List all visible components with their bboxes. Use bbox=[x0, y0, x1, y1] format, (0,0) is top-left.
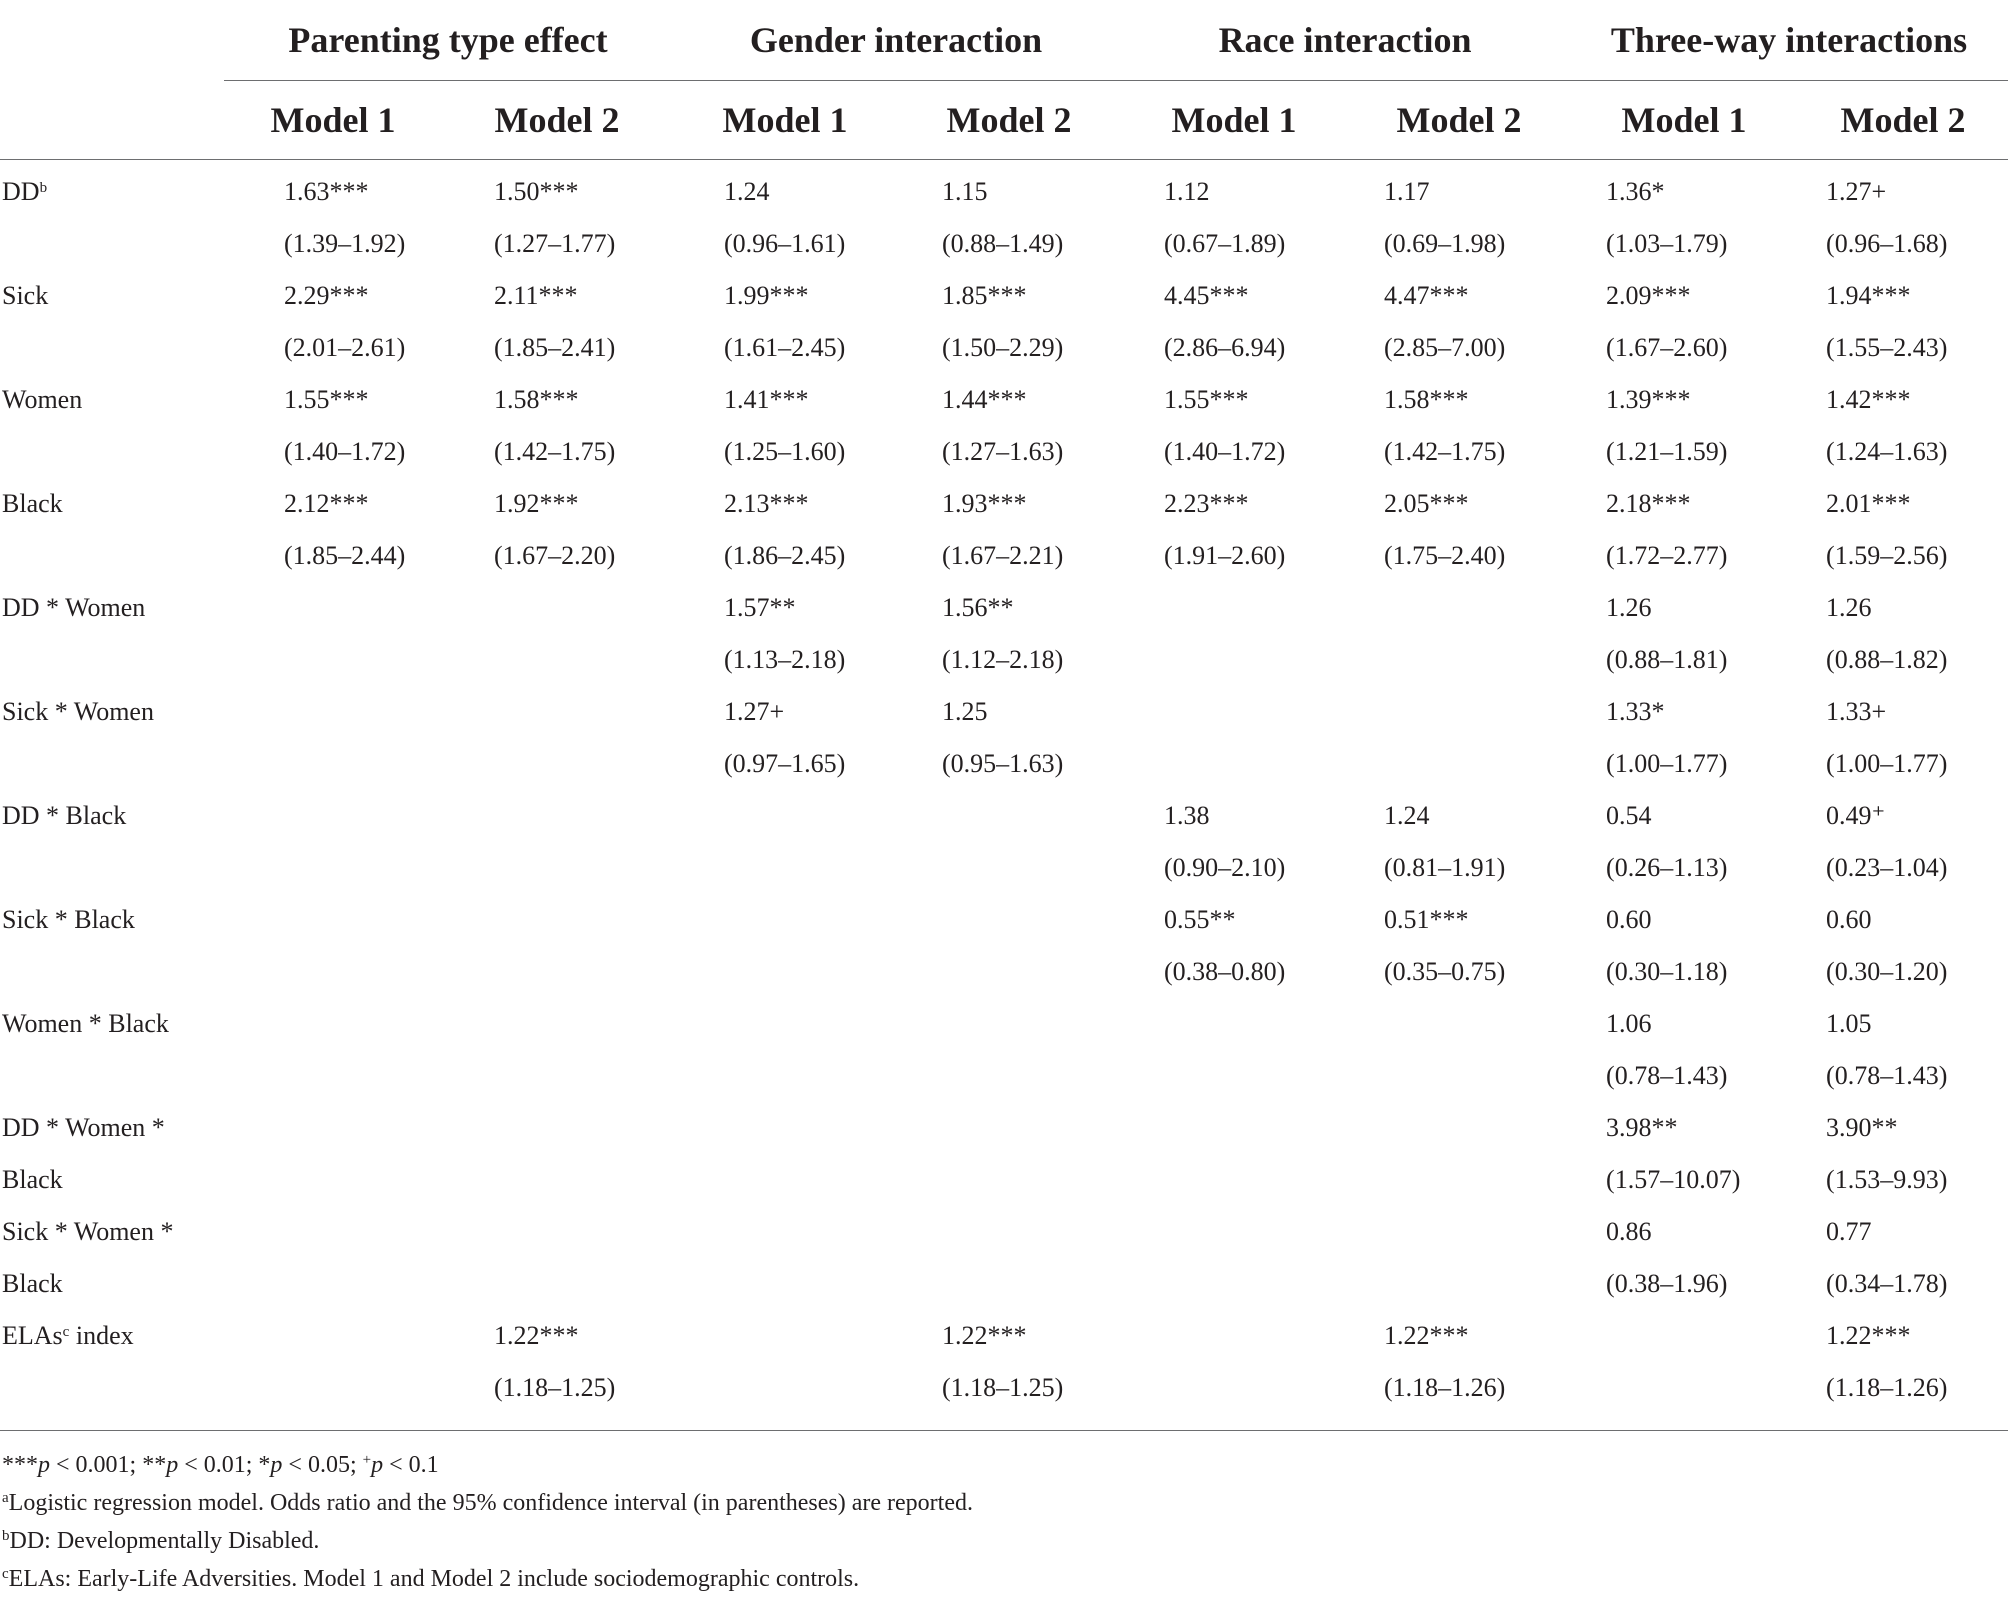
table-cell: (1.55–2.43) bbox=[1826, 333, 1948, 362]
table-cell: (1.13–2.18) bbox=[724, 645, 846, 674]
table-cell: (1.50–2.29) bbox=[942, 333, 1064, 362]
table-cell bbox=[224, 1310, 442, 1362]
table-cell bbox=[1348, 1258, 1570, 1310]
footnote-a: $^a$Logistic regression model. Odds ratio and the 95% confidence interval (in parentheses) are reported. bbox=[2, 1490, 973, 1516]
table-row bbox=[0, 374, 2008, 426]
table-cell: 1.94*** bbox=[1826, 281, 1911, 310]
table-cell bbox=[224, 634, 442, 686]
table-cell: 1.22*** bbox=[494, 1321, 579, 1350]
row-label: DD * Women * bbox=[2, 1113, 165, 1142]
table-cell: 1.85*** bbox=[942, 281, 1027, 310]
table-cell bbox=[1120, 1362, 1348, 1420]
footnote-significance: ***p < 0.001; **p < 0.01; *p < 0.05; +p < 0.1 bbox=[2, 1452, 439, 1478]
table-cell bbox=[442, 582, 672, 634]
model-header-blank bbox=[0, 81, 224, 160]
table-cell: 1.15 bbox=[942, 177, 988, 206]
table-cell: (0.81–1.91) bbox=[1384, 853, 1506, 882]
table-cell: 1.27+ bbox=[724, 697, 785, 726]
table-cell bbox=[1120, 686, 1348, 738]
table-cell bbox=[672, 894, 898, 946]
table-cell: (0.38–0.80) bbox=[1164, 957, 1286, 986]
table-cell: 2.23*** bbox=[1164, 489, 1249, 518]
table-cell: 1.63*** bbox=[284, 177, 369, 206]
table-cell bbox=[442, 1258, 672, 1310]
table-cell: (0.30–1.18) bbox=[1606, 957, 1728, 986]
table-cell: (1.75–2.40) bbox=[1384, 541, 1506, 570]
table-cell: 1.58*** bbox=[1384, 385, 1469, 414]
table-cell: (0.34–1.78) bbox=[1826, 1269, 1948, 1298]
table-cell bbox=[224, 1102, 442, 1154]
footnote-c: $^c$ELAs: Early-Life Adversities. Model 1 and Model 2 include sociodemographic controls. bbox=[2, 1566, 860, 1592]
table-cell: (0.69–1.98) bbox=[1384, 229, 1506, 258]
table-cell bbox=[224, 790, 442, 842]
model-header: Model 2 bbox=[1798, 81, 2008, 160]
table-cell bbox=[898, 1258, 1120, 1310]
table-cell: (0.88–1.82) bbox=[1826, 645, 1948, 674]
table-cell bbox=[672, 842, 898, 894]
table-row bbox=[0, 160, 2008, 219]
table-cell: 1.36* bbox=[1606, 177, 1665, 206]
table-cell: (0.96–1.61) bbox=[724, 229, 846, 258]
table-row bbox=[0, 1362, 2008, 1420]
model-header: Model 1 bbox=[672, 81, 898, 160]
table-cell: 2.09*** bbox=[1606, 281, 1691, 310]
model-header-row bbox=[0, 81, 2008, 160]
row-label: Sick * Women * bbox=[2, 1217, 174, 1246]
table-cell: (2.85–7.00) bbox=[1384, 333, 1506, 362]
table-cell bbox=[224, 738, 442, 790]
table-cell: (1.40–1.72) bbox=[284, 437, 406, 466]
row-label bbox=[0, 1362, 224, 1420]
table-body bbox=[0, 160, 2008, 1421]
table-cell bbox=[224, 1258, 442, 1310]
table-cell: (1.40–1.72) bbox=[1164, 437, 1286, 466]
table-cell bbox=[1348, 738, 1570, 790]
table-cell bbox=[442, 738, 672, 790]
group-header-gender: Gender interaction bbox=[749, 20, 1043, 60]
table-cell bbox=[1348, 998, 1570, 1050]
table-row bbox=[0, 1050, 2008, 1102]
table-cell: 1.33+ bbox=[1826, 697, 1887, 726]
table-cell: (2.01–2.61) bbox=[284, 333, 406, 362]
table-cell bbox=[1348, 1050, 1570, 1102]
table-row bbox=[0, 530, 2008, 582]
table-cell: 1.05 bbox=[1826, 1009, 1872, 1038]
table-cell bbox=[1570, 1362, 1798, 1420]
table-cell bbox=[672, 1206, 898, 1258]
row-label: Sick * Black bbox=[2, 905, 135, 934]
row-label: Black bbox=[2, 1165, 63, 1194]
table-cell: (0.96–1.68) bbox=[1826, 229, 1948, 258]
table-cell: (1.53–9.93) bbox=[1826, 1165, 1948, 1194]
table-cell bbox=[224, 1362, 442, 1420]
row-label: Sick bbox=[2, 281, 49, 310]
table-cell bbox=[442, 686, 672, 738]
table-cell: 0.60 bbox=[1826, 905, 1872, 934]
table-cell: 1.58*** bbox=[494, 385, 579, 414]
table-cell bbox=[1120, 1310, 1348, 1362]
table-cell bbox=[224, 998, 442, 1050]
footnote-b: $^b$DD: Developmentally Disabled. bbox=[2, 1528, 320, 1554]
table-cell bbox=[1120, 1206, 1348, 1258]
table-cell bbox=[1348, 1206, 1570, 1258]
table-cell: 1.22*** bbox=[1384, 1321, 1469, 1350]
table-cell bbox=[672, 1258, 898, 1310]
table-cell bbox=[1120, 738, 1348, 790]
table-cell: 0.49⁺ bbox=[1826, 801, 1886, 830]
row-label: DD * Women bbox=[2, 593, 146, 622]
table-cell: (1.42–1.75) bbox=[1384, 437, 1506, 466]
table-cell bbox=[1570, 1310, 1798, 1362]
table-cell: (0.95–1.63) bbox=[942, 749, 1064, 778]
table-cell: (0.26–1.13) bbox=[1606, 853, 1728, 882]
model-header: Model 1 bbox=[224, 81, 442, 160]
table-cell: 1.12 bbox=[1164, 177, 1210, 206]
table-cell bbox=[442, 1154, 672, 1206]
table-cell: 1.92*** bbox=[494, 489, 579, 518]
table-cell: (1.67–2.21) bbox=[942, 541, 1064, 570]
table-cell: 1.24 bbox=[724, 177, 770, 206]
table-cell: (0.30–1.20) bbox=[1826, 957, 1948, 986]
table-cell bbox=[442, 946, 672, 998]
table-cell: (0.78–1.43) bbox=[1826, 1061, 1948, 1090]
row-label bbox=[0, 218, 224, 270]
table-row bbox=[0, 1102, 2008, 1154]
table-cell bbox=[1120, 998, 1348, 1050]
table-cell bbox=[224, 842, 442, 894]
table-cell bbox=[672, 1102, 898, 1154]
row-label bbox=[0, 738, 224, 790]
table-cell bbox=[442, 894, 672, 946]
model-header: Model 2 bbox=[898, 81, 1120, 160]
header-blank bbox=[0, 0, 224, 81]
table-cell bbox=[442, 1206, 672, 1258]
table-row bbox=[0, 218, 2008, 270]
table-row bbox=[0, 738, 2008, 790]
table-cell: (1.21–1.59) bbox=[1606, 437, 1728, 466]
table-cell bbox=[442, 634, 672, 686]
row-label bbox=[0, 426, 224, 478]
table-cell: (1.67–2.20) bbox=[494, 541, 616, 570]
table-row bbox=[0, 686, 2008, 738]
table-cell: (1.59–2.56) bbox=[1826, 541, 1948, 570]
table-cell bbox=[672, 790, 898, 842]
table-cell: (0.67–1.89) bbox=[1164, 229, 1286, 258]
table-cell: 0.54 bbox=[1606, 801, 1652, 830]
table-cell bbox=[898, 790, 1120, 842]
table-cell: 1.22*** bbox=[1826, 1321, 1911, 1350]
table-cell bbox=[1120, 1050, 1348, 1102]
table-cell bbox=[898, 1154, 1120, 1206]
table-cell: (0.97–1.65) bbox=[724, 749, 846, 778]
table-cell: 1.39*** bbox=[1606, 385, 1691, 414]
table-cell bbox=[224, 1050, 442, 1102]
table-cell: 4.47*** bbox=[1384, 281, 1469, 310]
table-cell: 1.55*** bbox=[284, 385, 369, 414]
table-cell: 1.27+ bbox=[1826, 177, 1887, 206]
table-cell: 3.90** bbox=[1826, 1113, 1898, 1142]
table-row bbox=[0, 1258, 2008, 1310]
group-header-parenting: Parenting type effect bbox=[288, 20, 608, 60]
table-cell bbox=[1120, 582, 1348, 634]
table-cell: (1.12–2.18) bbox=[942, 645, 1064, 674]
table-cell: 2.05*** bbox=[1384, 489, 1469, 518]
model-header: Model 2 bbox=[1348, 81, 1570, 160]
table-cell: (0.88–1.81) bbox=[1606, 645, 1728, 674]
row-label bbox=[0, 634, 224, 686]
table-cell bbox=[442, 1050, 672, 1102]
table-cell bbox=[224, 1206, 442, 1258]
table-cell bbox=[898, 894, 1120, 946]
table-cell: (1.61–2.45) bbox=[724, 333, 846, 362]
table-cell: 4.45*** bbox=[1164, 281, 1249, 310]
table-cell bbox=[224, 1154, 442, 1206]
table-row bbox=[0, 998, 2008, 1050]
row-label bbox=[0, 946, 224, 998]
table-cell: 1.26 bbox=[1826, 593, 1872, 622]
table-cell bbox=[224, 582, 442, 634]
table-cell: 1.55*** bbox=[1164, 385, 1249, 414]
table-cell: (1.00–1.77) bbox=[1606, 749, 1728, 778]
table-row bbox=[0, 582, 2008, 634]
table-cell: (1.18–1.25) bbox=[494, 1373, 616, 1402]
table-cell: 1.26 bbox=[1606, 593, 1652, 622]
table-cell bbox=[442, 998, 672, 1050]
table-cell: 0.51*** bbox=[1384, 905, 1469, 934]
table-cell bbox=[1348, 1102, 1570, 1154]
row-label: Women * Black bbox=[2, 1009, 169, 1038]
table-cell bbox=[1120, 1258, 1348, 1310]
row-label: Women bbox=[2, 385, 83, 414]
table-cell: (1.18–1.25) bbox=[942, 1373, 1064, 1402]
table-cell bbox=[1120, 1102, 1348, 1154]
table-cell: (1.72–2.77) bbox=[1606, 541, 1728, 570]
table-cell bbox=[898, 1206, 1120, 1258]
table-cell: (1.86–2.45) bbox=[724, 541, 846, 570]
group-header-row bbox=[0, 0, 2008, 81]
row-label: Sick * Women bbox=[2, 697, 154, 726]
table-cell bbox=[1120, 1154, 1348, 1206]
table-row bbox=[0, 1310, 2008, 1362]
table-cell: (1.24–1.63) bbox=[1826, 437, 1948, 466]
table-cell: (1.03–1.79) bbox=[1606, 229, 1728, 258]
table-cell bbox=[224, 946, 442, 998]
table-cell: 2.18*** bbox=[1606, 489, 1691, 518]
table-cell: 2.12*** bbox=[284, 489, 369, 518]
table-cell: 1.24 bbox=[1384, 801, 1430, 830]
table-cell: 1.06 bbox=[1606, 1009, 1652, 1038]
table-cell: 0.86 bbox=[1606, 1217, 1652, 1246]
table-cell bbox=[442, 1102, 672, 1154]
table-cell: (1.42–1.75) bbox=[494, 437, 616, 466]
table-cell: (0.35–0.75) bbox=[1384, 957, 1506, 986]
table-cell bbox=[672, 946, 898, 998]
row-label: DD * Black bbox=[2, 801, 127, 830]
table-footnotes bbox=[2, 1446, 973, 1598]
table-cell: (1.57–10.07) bbox=[1606, 1165, 1741, 1194]
table-cell: 1.38 bbox=[1164, 801, 1210, 830]
row-label: $DD^b$ bbox=[2, 177, 48, 206]
group-header-three-way: Three-way interactions bbox=[1610, 20, 1968, 60]
table-cell: 2.29*** bbox=[284, 281, 369, 310]
table-cell: (0.90–2.10) bbox=[1164, 853, 1286, 882]
table-row bbox=[0, 426, 2008, 478]
table-cell: (2.86–6.94) bbox=[1164, 333, 1286, 362]
table-row bbox=[0, 478, 2008, 530]
table-cell: (0.38–1.96) bbox=[1606, 1269, 1728, 1298]
table-cell: (1.27–1.77) bbox=[494, 229, 616, 258]
table-cell: 1.33* bbox=[1606, 697, 1665, 726]
table-row bbox=[0, 1206, 2008, 1258]
table-cell bbox=[1348, 582, 1570, 634]
row-label bbox=[0, 530, 224, 582]
table-cell bbox=[898, 946, 1120, 998]
table-cell: (1.25–1.60) bbox=[724, 437, 846, 466]
model-header: Model 2 bbox=[442, 81, 672, 160]
table-cell: (1.85–2.44) bbox=[284, 541, 406, 570]
table-cell: (1.27–1.63) bbox=[942, 437, 1064, 466]
table-row bbox=[0, 946, 2008, 998]
table-cell bbox=[1348, 1154, 1570, 1206]
table-cell: 3.98** bbox=[1606, 1113, 1678, 1142]
table-cell bbox=[442, 790, 672, 842]
row-label: ELAs$^c$ index bbox=[2, 1321, 134, 1350]
table-cell: (1.39–1.92) bbox=[284, 229, 406, 258]
group-header-race: Race interaction bbox=[1218, 20, 1472, 60]
table-cell: 1.25 bbox=[942, 697, 988, 726]
table-cell: (1.91–2.60) bbox=[1164, 541, 1286, 570]
table-cell: (1.18–1.26) bbox=[1826, 1373, 1948, 1402]
table-cell: (0.78–1.43) bbox=[1606, 1061, 1728, 1090]
table-cell: 0.55** bbox=[1164, 905, 1236, 934]
table-row bbox=[0, 842, 2008, 894]
table-cell: (1.00–1.77) bbox=[1826, 749, 1948, 778]
table-cell bbox=[672, 1050, 898, 1102]
table-cell: (1.85–2.41) bbox=[494, 333, 616, 362]
model-header: Model 1 bbox=[1570, 81, 1798, 160]
table-cell: 1.50*** bbox=[494, 177, 579, 206]
table-cell: (1.67–2.60) bbox=[1606, 333, 1728, 362]
table-cell: 2.11*** bbox=[494, 281, 578, 310]
table-cell bbox=[672, 1154, 898, 1206]
table-cell bbox=[224, 686, 442, 738]
table-cell: 1.57** bbox=[724, 593, 796, 622]
row-label: Black bbox=[2, 489, 63, 518]
table-cell bbox=[672, 1310, 898, 1362]
table-cell: (1.18–1.26) bbox=[1384, 1373, 1506, 1402]
table-cell: 1.56** bbox=[942, 593, 1014, 622]
table-cell: 0.60 bbox=[1606, 905, 1652, 934]
table-cell: (0.23–1.04) bbox=[1826, 853, 1948, 882]
table-cell bbox=[672, 1362, 898, 1420]
table-cell bbox=[1120, 634, 1348, 686]
model-header: Model 1 bbox=[1120, 81, 1348, 160]
table-cell: (0.88–1.49) bbox=[942, 229, 1064, 258]
row-label bbox=[0, 1050, 224, 1102]
table-cell bbox=[898, 998, 1120, 1050]
table-row bbox=[0, 322, 2008, 374]
table-row bbox=[0, 634, 2008, 686]
table-cell bbox=[898, 842, 1120, 894]
table-cell: 1.42*** bbox=[1826, 385, 1911, 414]
table-row bbox=[0, 1154, 2008, 1206]
table-cell bbox=[224, 894, 442, 946]
row-label: Black bbox=[2, 1269, 63, 1298]
row-label bbox=[0, 842, 224, 894]
table-cell: 0.77 bbox=[1826, 1217, 1872, 1246]
table-row bbox=[0, 894, 2008, 946]
table-cell bbox=[1348, 634, 1570, 686]
row-label bbox=[0, 322, 224, 374]
table-cell: 1.99*** bbox=[724, 281, 809, 310]
table-cell bbox=[898, 1050, 1120, 1102]
table-cell: 1.44*** bbox=[942, 385, 1027, 414]
table-cell: 1.17 bbox=[1384, 177, 1430, 206]
table-bottom-rule bbox=[0, 1430, 2008, 1431]
table-cell: 1.93*** bbox=[942, 489, 1027, 518]
table-cell: 2.13*** bbox=[724, 489, 809, 518]
table-cell bbox=[898, 1102, 1120, 1154]
table-row bbox=[0, 270, 2008, 322]
table-cell: 2.01*** bbox=[1826, 489, 1911, 518]
table-row bbox=[0, 790, 2008, 842]
table-cell bbox=[442, 842, 672, 894]
table-cell bbox=[1348, 686, 1570, 738]
table-cell bbox=[672, 998, 898, 1050]
table-cell: 1.22*** bbox=[942, 1321, 1027, 1350]
table-cell: 1.41*** bbox=[724, 385, 809, 414]
